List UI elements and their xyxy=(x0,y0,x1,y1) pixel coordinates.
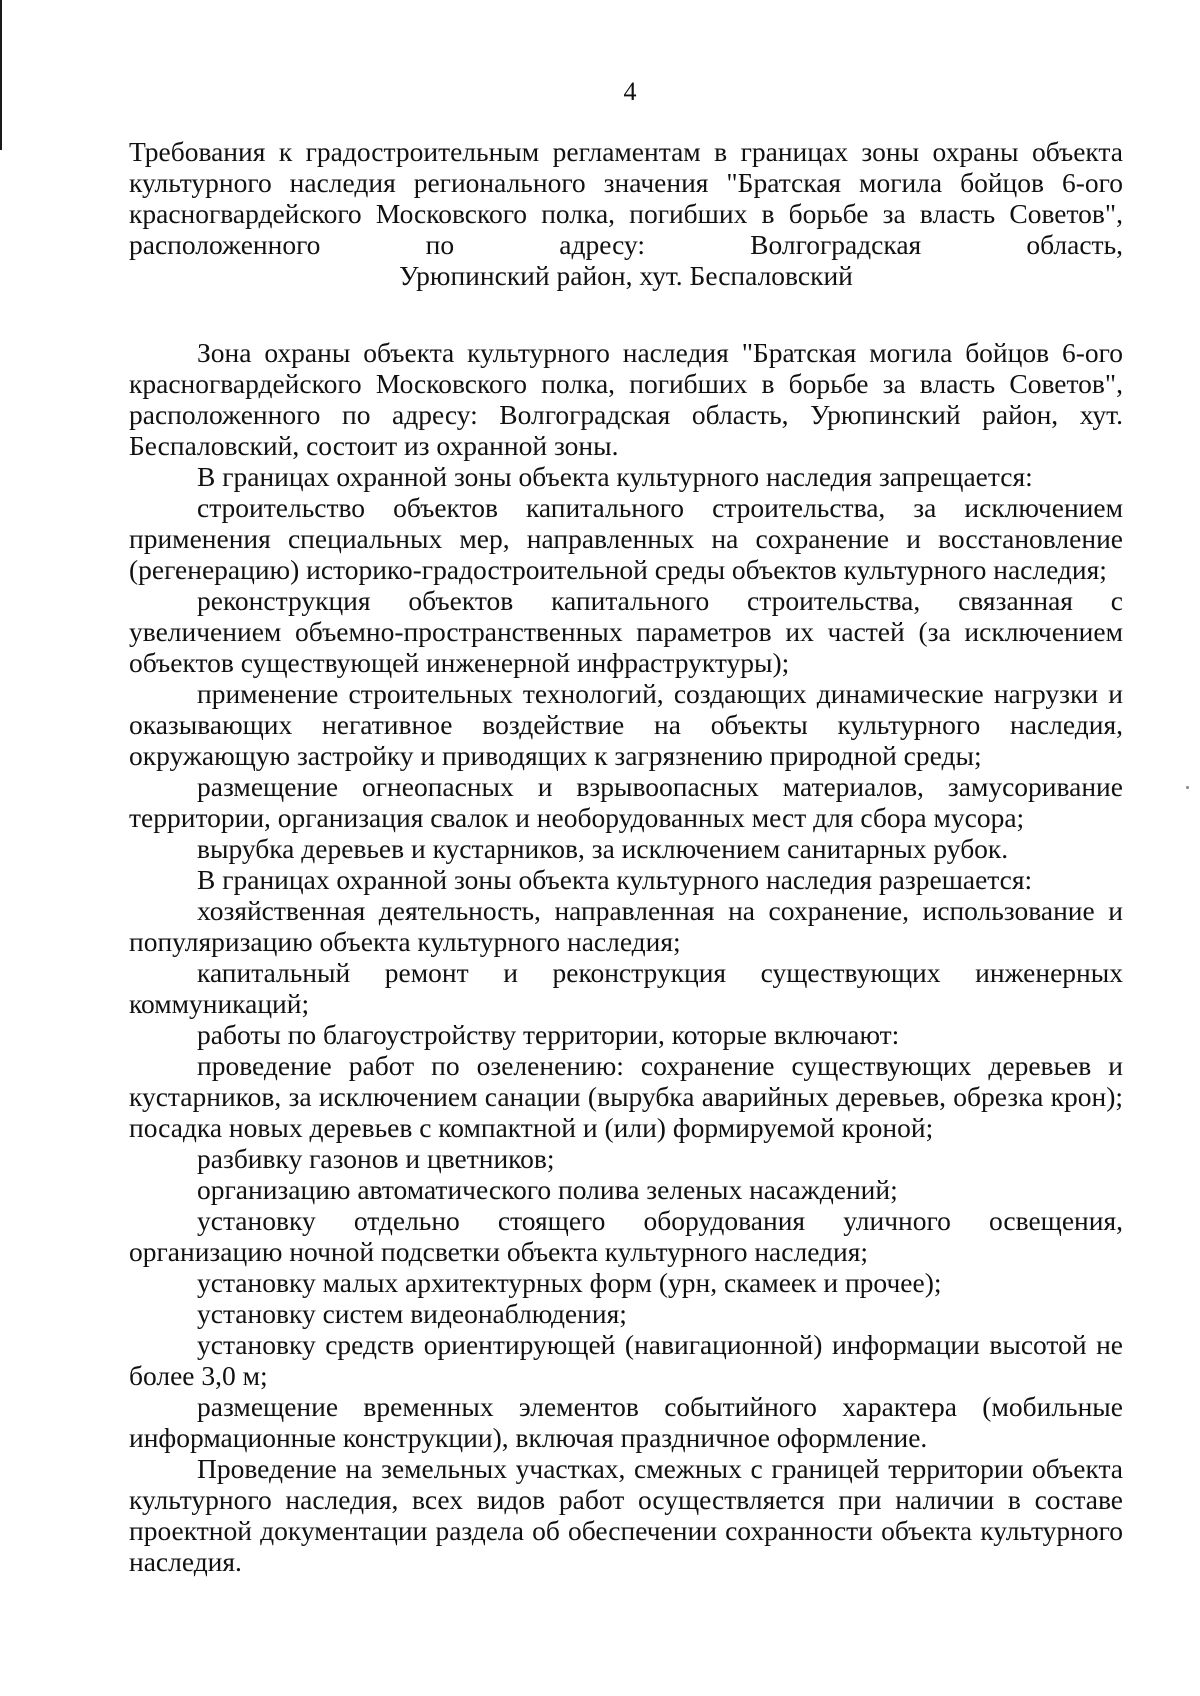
paragraph: вырубка деревьев и кустарников, за исключением санитарных рубок. xyxy=(197,833,1009,864)
paragraph: капитальный ремонт и реконструкция существующих инженерных коммуникаций; xyxy=(129,957,1123,1019)
paragraph: реконструкция объектов капитального строительства, связанная с увеличением объемно-пространственных параметров их частей (за исключением объектов существующей инженерной инфраструктуры); xyxy=(129,585,1123,678)
document-body xyxy=(129,136,1123,1577)
document-heading: Требования к градостроительным регламентам в границах зоны охраны объекта культурного наследия регионального значения "Братская могила бойцов 6-ого красногвардейского Московского полка, погибших в борьбе за власть Советов", расположенного по адресу: Волгоградская область, xyxy=(129,136,1123,260)
paragraph: установку средств ориентирующей (навигационной) информации высотой не более 3,0 м; xyxy=(129,1329,1123,1391)
paragraph: установку отдельно стоящего оборудования уличного освещения, организацию ночной подсветки объекта культурного наследия; xyxy=(129,1205,1123,1267)
paragraph: разбивку газонов и цветников; xyxy=(197,1143,555,1174)
paragraph: установку систем видеонаблюдения; xyxy=(197,1298,627,1329)
paragraph: хозяйственная деятельность, направленная на сохранение, использование и популяризацию объекта культурного наследия; xyxy=(129,895,1123,957)
document-heading-last-line: Урюпинский район, хут. Беспаловский xyxy=(399,260,853,291)
paragraph: организацию автоматического полива зеленых насаждений; xyxy=(197,1174,898,1205)
heading-spacer xyxy=(129,291,1123,337)
paragraph: В границах охранной зоны объекта культурного наследия разрешается: xyxy=(197,864,1033,895)
scan-edge-mark xyxy=(0,0,2,150)
paragraph: работы по благоустройству территории, которые включают: xyxy=(197,1019,900,1050)
scan-speck xyxy=(1186,786,1189,789)
page-number: 4 xyxy=(623,77,637,106)
paragraph: Зона охраны объекта культурного наследия "Братская могила бойцов 6-ого красногвардейского Московского полка, погибших в борьбе за власть Советов", расположенного по адресу: Волгоградская область, Урюпинский район, хут. Беспаловский, состоит из охранной зоны. xyxy=(129,337,1123,461)
paragraph: применение строительных технологий, создающих динамические нагрузки и оказывающих негативное воздействие на объекты культурного наследия, окружающую застройку и приводящих к загрязнению природной среды; xyxy=(129,678,1123,771)
paragraph: размещение временных элементов событийного характера (мобильные информационные конструкции), включая праздничное оформление. xyxy=(129,1391,1123,1453)
paragraph: проведение работ по озеленению: сохранение существующих деревьев и кустарников, за исключением санации (вырубка аварийных деревьев, обрезка крон); посадка новых деревьев с компактной и (или) формируемой кроной; xyxy=(129,1050,1123,1143)
paragraph: установку малых архитектурных форм (урн, скамеек и прочее); xyxy=(197,1267,942,1298)
paragraph: Проведение на земельных участках, смежных с границей территории объекта культурного наследия, всех видов работ осуществляется при наличии в составе проектной документации раздела об обеспечении сохранности объекта культурного наследия. xyxy=(129,1453,1123,1577)
paragraph: размещение огнеопасных и взрывоопасных материалов, замусоривание территории, организация свалок и необорудованных мест для сбора мусора; xyxy=(129,771,1123,833)
paragraph: строительство объектов капитального строительства, за исключением применения специальных мер, направленных на сохранение и восстановление (регенерацию) историко-градостроительной среды объектов культурного наследия; xyxy=(129,492,1123,585)
paragraph: В границах охранной зоны объекта культурного наследия запрещается: xyxy=(197,461,1033,492)
